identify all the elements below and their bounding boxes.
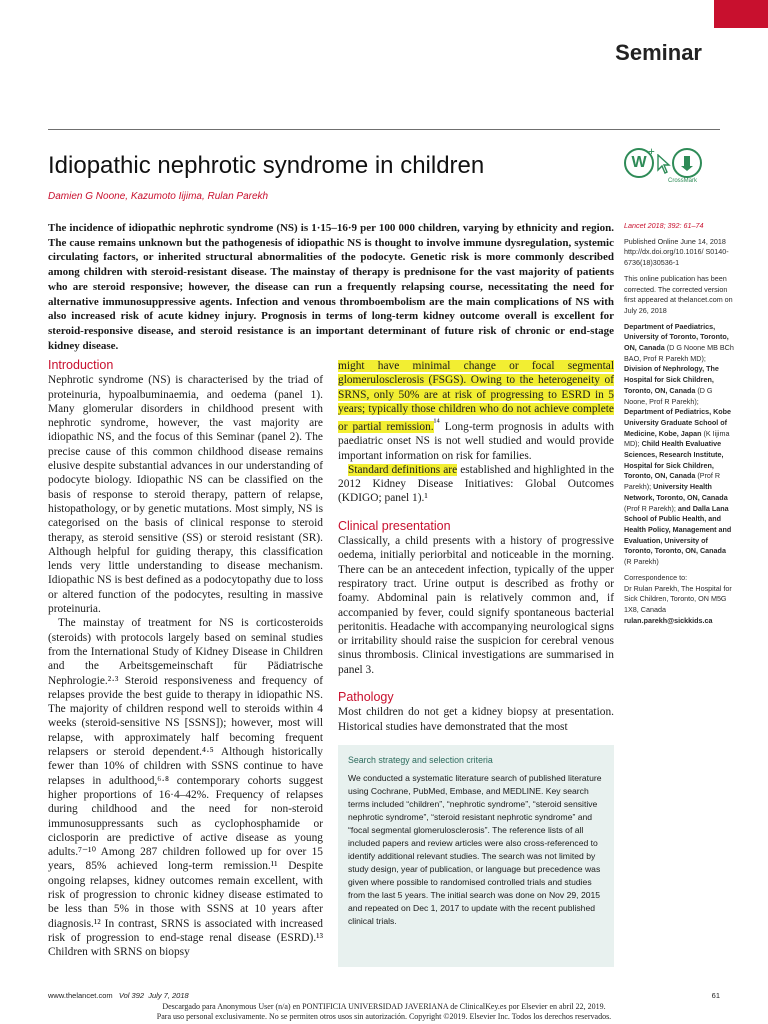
- citation[interactable]: Lancet 2018; 392: 61–74: [624, 221, 704, 230]
- journal-website[interactable]: www.thelancet.com: [48, 991, 113, 1000]
- reference-mark: ¹⁴: [433, 418, 440, 429]
- footer-journal-info: [48, 991, 189, 1000]
- paragraph-text: Long-term prognosis in adults with paediatric onset NS is not well studied and would provide important information on risk for families.: [338, 420, 615, 462]
- article-sidebar: [624, 221, 734, 631]
- introduction-heading: Introduction: [48, 358, 114, 372]
- pathology-heading: Pathology: [338, 690, 394, 705]
- crossmark-label: CrossMark: [668, 178, 698, 184]
- affiliation-6: and Dalla Lana School of Public Health, and Health Policy, Management and Evaluation, University of Toronto, Toronto, ON, Canada: [624, 503, 732, 556]
- download-notice-line-2: Para uso personal exclusivamente. No se permiten otros usos sin autorización. Copyright ©2019. Elsevier Inc. Todos los derechos reservados.: [156, 1011, 612, 1021]
- highlighted-text-1: might have minimal change or focal segmental glomerulosclerosis (FSGS). Owing to the heterogeneity of SRNS, only 50% are at risk of progressing to ESRD in 5 years; typically those children who do not achieve complete or partial remission.: [338, 360, 614, 433]
- cursor-icon: [656, 154, 672, 174]
- open-access-w-icon[interactable]: W: [624, 148, 654, 178]
- affiliation-2: Division of Nephrology, The Hospital for Sick Children, Toronto, ON, Canada: [624, 364, 719, 395]
- paragraph-text: established and highlighted in the 2012 Kidney Disease Initiatives: Global Outcomes (KDIGO; panel 1).¹: [338, 463, 615, 505]
- article-summary: The incidence of idiopathic nephrotic syndrome (NS) is 1·15–16·9 per 100 000 children, varying by ethnicity and region. The cause remains unknown but the pathogenesis of idiopathic NS is thought to involve immune dysregulation, systemic circulating factors, or inherited structural abnormalities of the podocyte. Genetic risk is more commonly described among children with steroid-resistant disease. The mainstay of therapy is prednisone for the vast majority of patients who are steroid responsive; however, the disease can run a frequently relapsing course, necessitating the need for alternative immunosuppressive agents. Infection and venous thromboembolism are the main complications of NS with also increased risk of acute kidney injury. Prognosis in terms of long-term kidney outcome overall is excellent for steroid-responsive disease, and steroid resistance is an important determinant of future risk of chronic or end-stage kidney disease.: [48, 222, 614, 352]
- affiliation-4: Child Health Evaluative Sciences, Research Institute, Hospital for Sick Children, Toronto, ON, Canada: [624, 439, 724, 481]
- issue-date: July 7, 2018: [148, 991, 189, 1000]
- download-notice-line-1: Descargado para Anonymous User (n/a) en PONTIFICIA UNIVERSIDAD JAVERIANA de ClinicalKey.es por Elsevier en abril 22, 2019.: [162, 1002, 606, 1011]
- definitions-paragraph: [338, 463, 614, 506]
- affiliation-1: Department of Paediatrics, University of Toronto, Toronto, ON, Canada: [624, 321, 729, 353]
- affiliation-4-names: (Prof R Parekh);: [624, 471, 721, 492]
- affiliations: [624, 322, 734, 568]
- correspondence-address: Dr Rulan Parekh, The Hospital for Sick Children, Toronto, ON M5G 1X8, Canada: [624, 583, 732, 614]
- download-notice: [0, 1002, 768, 1021]
- affiliation-1-names: (D G Noone MB BCh BAO, Prof R Parekh MD);: [624, 343, 734, 363]
- affiliation-5-names: (Prof R Parekh);: [624, 503, 678, 513]
- pathology-paragraph: Most children do not get a kidney biopsy at presentation. Historical studies have demonstrated that the most: [338, 706, 614, 733]
- header-divider: [48, 129, 720, 130]
- highlighted-text-2: Standard definitions are: [348, 463, 458, 476]
- affiliation-6-names: (R Parekh): [624, 557, 659, 567]
- article-authors: Damien G Noone, Kazumoto Iijima, Rulan Parekh: [48, 191, 269, 202]
- journal-volume: Vol 392: [118, 991, 145, 1000]
- search-strategy-title: Search strategy and selection criteria: [348, 755, 493, 765]
- affiliation-3-names: (K Iijima MD);: [624, 428, 730, 449]
- left-column: [48, 358, 323, 959]
- clinical-presentation-paragraph: Classically, a child presents with a history of progressive oedema, initially periorbital and noticeable in the morning. There can be an antecedent infection, typically of the upper respiratory tract. Urine output is described as frothy or foamy. Abdominal pain is relatively common and, if accompanied by fever, could signify spontaneous bacterial peritonitis. Headache with accompanying neurological signs or irritability should raise the suspicion for cerebral venous sinus thrombosis. Clinical investigations are summarised in panel 3.: [338, 535, 614, 676]
- crossmark-icon[interactable]: [672, 148, 702, 178]
- search-strategy-panel: [338, 745, 614, 967]
- section-label: Seminar: [615, 40, 702, 65]
- brand-color-bar: [714, 0, 768, 28]
- search-strategy-text: We conducted a systematic literature search of published literature using Cochrane, PubMed, Embase, and MEDLINE. Key search terms included “children”, “nephrotic syndrome”, “steroid sensitive nephrotic syndrome”, “steroid resistant nephrotic syndrome” and “focal segmental glomerulosclerosis”. The reference lists of all included papers and review articles were also cross-referenced to identify additional relevant studies. The search was not limited by study design, year of publication, or language but precedence was given where possible to randomised controlled trials and studies from the last 5 years. The initial search was done on Nov 29, 2015 and repeated on Dec 1, 2017 to update with the recent published clinical trials.: [348, 773, 602, 926]
- article-badges: [624, 144, 724, 188]
- introduction-paragraph-1: Nephrotic syndrome (NS) is characterised by the triad of proteinuria, hypoalbuminaemia, and oedema (panel 1). Many glomerular disorders in childhood present with nephrotic syndrome, however, the vast majority are idiopathic NS, and the focus of this Seminar (panel 2). The precise cause of this common childhood disease remains elusive despite substantial advances in our understanding of podocyte biology. Idiopathic NS can be classified on the basis of response to steroid therapy, pattern of relapse, histopathology, or by genetic mutations. Most simply, NS is categorised on the basis of clinical response to steroid therapy, as steroid sensitive (SS) or steroid resistant (SR). Although helpful for guiding therapy, this classification lends very little understanding to disease mechanism. Idiopathic NS is best defined as a podocytopathy due to loss or altered function of the podocytes, resulting in massive proteinuria.: [48, 374, 323, 616]
- middle-column: [338, 359, 614, 734]
- affiliation-5: University Health Network, Toronto, ON, Canada: [624, 482, 728, 502]
- published-online: Published Online June 14, 2018 http://dx.doi.org/10.1016/ S0140-6736(18)30536-1: [624, 236, 729, 268]
- affiliation-3: Department of Pediatrics, Kobe University Graduate School of Medicine, Kobe, Japan: [624, 407, 732, 438]
- clinical-presentation-heading: Clinical presentation: [338, 518, 451, 533]
- introduction-paragraph-2: The mainstay of treatment for NS is corticosteroids (steroids) with protocols largely based on seminal studies from the International Study of Kidney Disease in Children and the Arbeitsgemeinschaft für Pädiatrische Nephrologie.²·³ Steroid responsiveness and frequency of relapses provide the best guide to therapy in idiopathic NS. The majority of children respond well to steroids within 4 weeks (steroid-sensitive NS [SSNS]); however, most will relapse, with approximately half becoming frequent relapsers or steroid dependent.⁴·⁵ Although historically fewer than 10% of children with SSNS continue to have relapses in adulthood,⁶·⁸ contemporary cohorts suggest higher proportions of 16·4–42%. Frequency of relapses during childhood and the need for non-steroid immunosuppressants such as cyclophosphamide or ciclosporin are predictive of active disease as young adults.⁷⁻¹⁰ Among 287 children followed up for over 15 years, 85% achieved long-term remission.¹¹ Despite ongoing relapses, kidney outcomes remain excellent, with risk of progression to chronic kidney disease estimated to be less than 5% in those with SSNS at 10 years after diagnosis.¹² In contrast, SRNS is associated with increased risk of progression to end-stage renal disease (ESRD).¹³ Children with SRNS on biopsy: [48, 617, 323, 959]
- page-number: 61: [711, 991, 720, 1000]
- continued-paragraph: [338, 359, 614, 463]
- correspondence: [624, 573, 734, 627]
- affiliation-2-names: (D G Noone, Prof R Parekh);: [624, 385, 713, 406]
- correction-note: This online publication has been corrected. The corrected version first appeared at thelancet.com on July 26, 2018: [624, 273, 733, 315]
- correspondence-email[interactable]: rulan.parekh@sickkids.ca: [624, 615, 713, 625]
- correspondence-label: Correspondence to:: [624, 572, 688, 582]
- plus-icon: +: [648, 144, 655, 158]
- article-title: Idiopathic nephrotic syndrome in children: [48, 152, 485, 179]
